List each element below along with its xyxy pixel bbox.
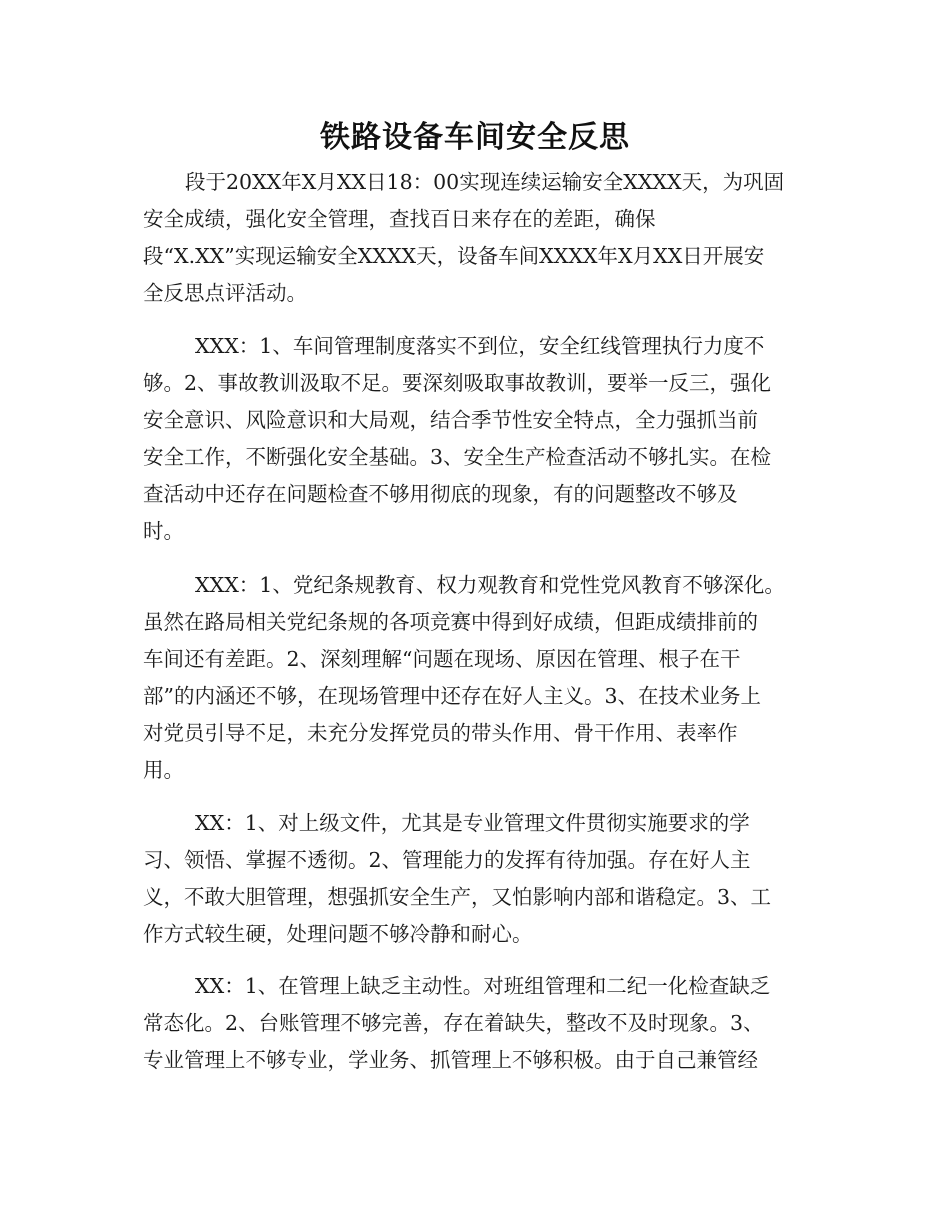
paragraph-line: XXX：1、党纪条规教育、权力观教育和党性党风教育不够深化。: [195, 573, 785, 597]
paragraph-line: 部”的内涵还不够，在现场管理中还存在好人主义。3、在技术业务上: [143, 684, 762, 708]
paragraph-line: 专业管理上不够专业，学业务、抓管理上不够积极。由于自己兼管经: [143, 1048, 758, 1072]
paragraph-line: 车间还有差距。2、深刻理解“问题在现场、原因在管理、根子在干: [143, 647, 741, 671]
paragraph-line: 查活动中还存在问题检查不够用彻底的现象，有的问题整改不够及: [143, 482, 738, 506]
paragraph-line: 时。: [143, 519, 184, 543]
paragraph-reflection-4: [143, 968, 805, 1079]
paragraph-line: 义，不敢大胆管理，想强抓安全生产，又怕影响内部和谐稳定。3、工: [143, 885, 772, 909]
paragraph-line: 够。2、事故教训汲取不足。要深刻吸取事故教训，要举一反三，强化: [143, 371, 772, 395]
paragraph-line: 段于20XX年X月XX日18：00实现连续运输安全XXXX天，为巩固: [185, 170, 785, 194]
paragraph-line: 段“X.XX”实现运输安全XXXX天，设备车间XXXX年X月XX日开展安: [143, 244, 765, 268]
paragraph-line: 全反思点评活动。: [143, 281, 307, 305]
paragraph-line: 常态化。2、台账管理不够完善，存在着缺失，整改不及时现象。3、: [143, 1011, 764, 1035]
paragraph-line: 对党员引导不足，未充分发挥党员的带头作用、骨干作用、表率作: [143, 721, 738, 745]
paragraph-line: XXX：1、车间管理制度落实不到位，安全红线管理执行力度不: [195, 334, 765, 358]
paragraph-line: XX：1、对上级文件，尤其是专业管理文件贯彻实施要求的学: [195, 811, 750, 835]
paragraph-line: 作方式较生硬，处理问题不够冷静和耐心。: [143, 922, 533, 946]
paragraph-line: 安全成绩，强化安全管理，查找百日来存在的差距，确保: [143, 207, 656, 231]
paragraph-reflection-3: [143, 805, 805, 953]
paragraph-reflection-2: [143, 567, 805, 789]
paragraph-intro: [143, 164, 805, 312]
paragraph-line: XX：1、在管理上缺乏主动性。对班组管理和二纪一化检查缺乏: [195, 974, 771, 998]
paragraph-reflection-1: [143, 328, 805, 550]
paragraph-line: 用。: [143, 758, 184, 782]
paragraph-line: 安全意识、风险意识和大局观，结合季节性安全特点，全力强抓当前: [143, 408, 758, 432]
document-title: 铁路设备车间安全反思: [320, 120, 630, 155]
paragraph-line: 习、领悟、掌握不透彻。2、管理能力的发挥有待加强。存在好人主: [143, 848, 751, 872]
paragraph-line: 安全工作，不断强化安全基础。3、安全生产检查活动不够扎实。在检: [143, 445, 772, 469]
paragraph-line: 虽然在路局相关党纪条规的各项竞赛中得到好成绩，但距成绩排前的: [143, 610, 758, 634]
